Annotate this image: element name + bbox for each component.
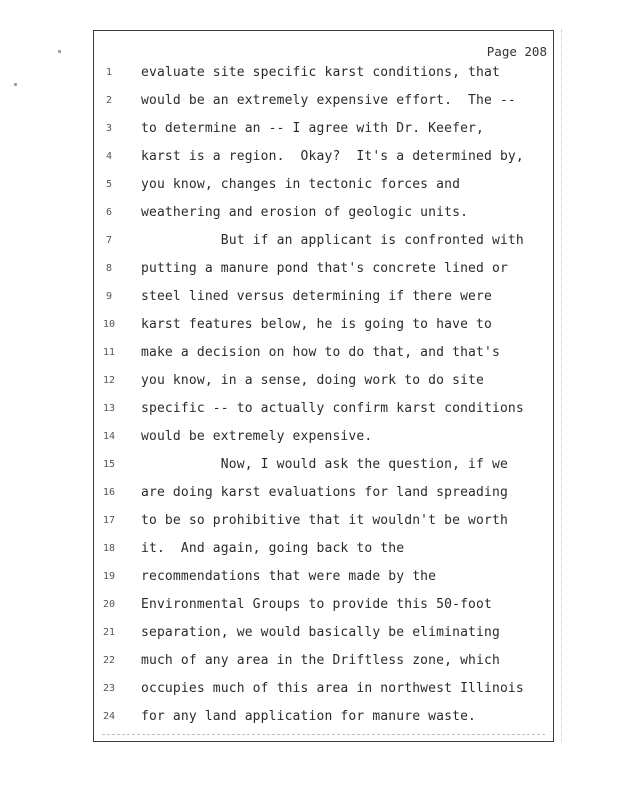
line-number: 16 [102, 487, 116, 498]
line-number: 3 [105, 123, 113, 134]
line-number: 13 [102, 403, 116, 414]
line-number: 6 [105, 207, 113, 218]
line-number: 7 [105, 235, 113, 246]
transcript-line: occupies much of this area in northwest Illinois [141, 681, 524, 696]
line-number: 22 [102, 655, 116, 666]
line-number: 8 [105, 263, 113, 274]
transcript-line: would be extremely expensive. [141, 429, 373, 444]
transcript-line: Environmental Groups to provide this 50-foot [141, 597, 492, 612]
line-number: 11 [102, 347, 116, 358]
transcript-line: recommendations that were made by the [141, 569, 437, 584]
line-number: 9 [105, 291, 113, 302]
line-number: 5 [105, 179, 113, 190]
line-number: 23 [102, 683, 116, 694]
line-number: 1 [105, 67, 113, 78]
transcript-line: Now, I would ask the question, if we [141, 457, 508, 472]
scan-speck [58, 50, 61, 53]
bottom-divider [102, 734, 545, 735]
transcript-page [93, 30, 554, 742]
transcript-line: weathering and erosion of geologic units. [141, 205, 469, 220]
transcript-line: much of any area in the Driftless zone, which [141, 653, 500, 668]
transcript-line: you know, in a sense, doing work to do site [141, 373, 484, 388]
right-margin-rule [561, 30, 562, 742]
transcript-line: specific -- to actually confirm karst conditions [141, 401, 524, 416]
line-number: 20 [102, 599, 116, 610]
transcript-line: you know, changes in tectonic forces and [141, 177, 461, 192]
transcript-line: to determine an -- I agree with Dr. Keefer, [141, 121, 484, 136]
line-number: 10 [102, 319, 116, 330]
transcript-line: make a decision on how to do that, and that's [141, 345, 500, 360]
line-number: 15 [102, 459, 116, 470]
transcript-line: would be an extremely expensive effort. The -- [141, 93, 516, 108]
line-number: 18 [102, 543, 116, 554]
page-number: Page 208 [486, 44, 547, 59]
transcript-line: to be so prohibitive that it wouldn't be worth [141, 513, 508, 528]
transcript-line: it. And again, going back to the [141, 541, 405, 556]
transcript-line: karst features below, he is going to have to [141, 317, 492, 332]
transcript-line: evaluate site specific karst conditions, that [141, 65, 500, 80]
line-number: 24 [102, 711, 116, 722]
line-number: 4 [105, 151, 113, 162]
line-number: 19 [102, 571, 116, 582]
transcript-line: But if an applicant is confronted with [141, 233, 524, 248]
line-number: 2 [105, 95, 113, 106]
transcript-line: steel lined versus determining if there were [141, 289, 492, 304]
line-number: 12 [102, 375, 116, 386]
scan-speck [14, 83, 17, 86]
transcript-line: for any land application for manure waste. [141, 709, 477, 724]
line-number: 17 [102, 515, 116, 526]
transcript-line: are doing karst evaluations for land spreading [141, 485, 508, 500]
transcript-line: karst is a region. Okay? It's a determined by, [141, 149, 524, 164]
line-number: 21 [102, 627, 116, 638]
transcript-line: putting a manure pond that's concrete lined or [141, 261, 508, 276]
line-number: 14 [102, 431, 116, 442]
transcript-line: separation, we would basically be eliminating [141, 625, 500, 640]
